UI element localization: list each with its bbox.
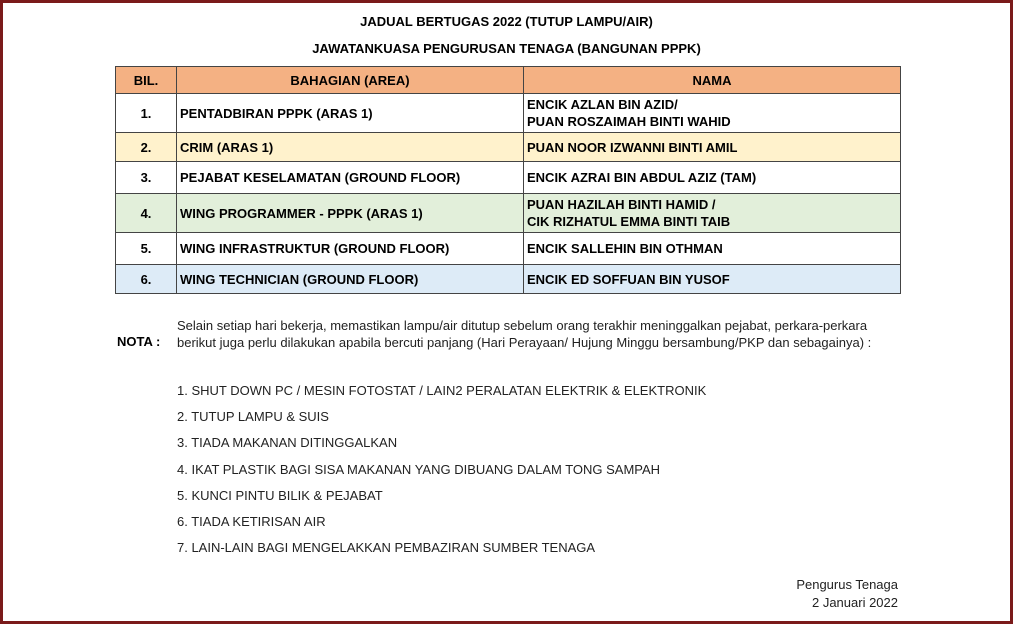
table-row [116, 94, 901, 133]
signature-block [796, 576, 898, 612]
row-number: 5. [116, 233, 177, 265]
row-names [524, 233, 901, 265]
row-names [524, 94, 901, 133]
column-header-bil: BIL. [116, 67, 177, 94]
row-name: ENCIK AZLAN BIN AZID/ [527, 97, 678, 112]
row-names [524, 194, 901, 233]
row-name: PUAN NOOR IZWANNI BINTI AMIL [527, 139, 738, 155]
list-item: 5. KUNCI PINTU BILIK & PEJABAT [177, 487, 383, 503]
row-number: 3. [116, 162, 177, 194]
row-number: 1. [116, 94, 177, 133]
row-names [524, 265, 901, 294]
row-area: PENTADBIRAN PPPK (ARAS 1) [177, 94, 524, 133]
row-names [524, 162, 901, 194]
list-item: 7. LAIN-LAIN BAGI MENGELAKKAN PEMBAZIRAN SUMBER TENAGA [177, 540, 596, 556]
list-item: 6. TIADA KETIRISAN AIR [177, 513, 326, 529]
row-number: 2. [116, 133, 177, 162]
duty-roster-table [115, 66, 901, 294]
table-row [116, 162, 901, 194]
row-area: CRIM (ARAS 1) [177, 133, 524, 162]
row-names [524, 133, 901, 162]
row-name: PUAN HAZILAH BINTI HAMID / [527, 197, 716, 212]
row-area: PEJABAT KESELAMATAN (GROUND FLOOR) [177, 162, 524, 194]
row-name: ENCIK SALLEHIN BIN OTHMAN [527, 241, 723, 256]
table-row [116, 233, 901, 265]
document-subtitle: JAWATANKUASA PENGURUSAN TENAGA (BANGUNAN PPPK) [312, 41, 701, 56]
row-area: WING INFRASTRUKTUR (GROUND FLOOR) [177, 233, 524, 265]
row-name: PUAN ROSZAIMAH BINTI WAHID [527, 114, 731, 129]
list-item: 2. TUTUP LAMPU & SUIS [177, 409, 329, 425]
row-name: ENCIK AZRAI BIN ABDUL AZIZ (TAM) [527, 170, 757, 185]
nota-label: NOTA : [117, 334, 161, 349]
table-row [116, 133, 901, 162]
row-area: WING PROGRAMMER - PPPK (ARAS 1) [177, 194, 524, 233]
list-item: 1. SHUT DOWN PC / MESIN FOTOSTAT / LAIN2 PERALATAN ELEKTRIK & ELEKTRONIK [177, 383, 707, 398]
nota-text: Selain setiap hari bekerja, memastikan lampu/air ditutup sebelum orang terakhir meninggalkan pejabat, perkara-perkara berikut juga perlu dilakukan apabila bercuti panjang (Hari Perayaan/ Hujung Minggu bersambung/PKP dan sebagainya) : [177, 318, 872, 350]
table-header-row [116, 67, 901, 94]
row-name: ENCIK ED SOFFUAN BIN YUSOF [527, 271, 730, 287]
list-item: 4. IKAT PLASTIK BAGI SISA MAKANAN YANG DIBUANG DALAM TONG SAMPAH [177, 461, 661, 477]
row-name: CIK RIZHATUL EMMA BINTI TAIB [527, 214, 731, 229]
row-area: WING TECHNICIAN (GROUND FLOOR) [177, 265, 524, 294]
checklist [177, 382, 706, 565]
column-header-area: BAHAGIAN (AREA) [177, 67, 524, 94]
document-title: JADUAL BERTUGAS 2022 (TUTUP LAMPU/AIR) [360, 14, 653, 29]
row-number: 4. [116, 194, 177, 233]
table-row [116, 265, 901, 294]
row-number: 6. [116, 265, 177, 294]
signature-date: 2 Januari 2022 [811, 595, 898, 610]
column-header-nama: NAMA [524, 67, 901, 94]
table-row [116, 194, 901, 233]
signature-name: Pengurus Tenaga [796, 577, 898, 592]
list-item: 3. TIADA MAKANAN DITINGGALKAN [177, 435, 398, 451]
